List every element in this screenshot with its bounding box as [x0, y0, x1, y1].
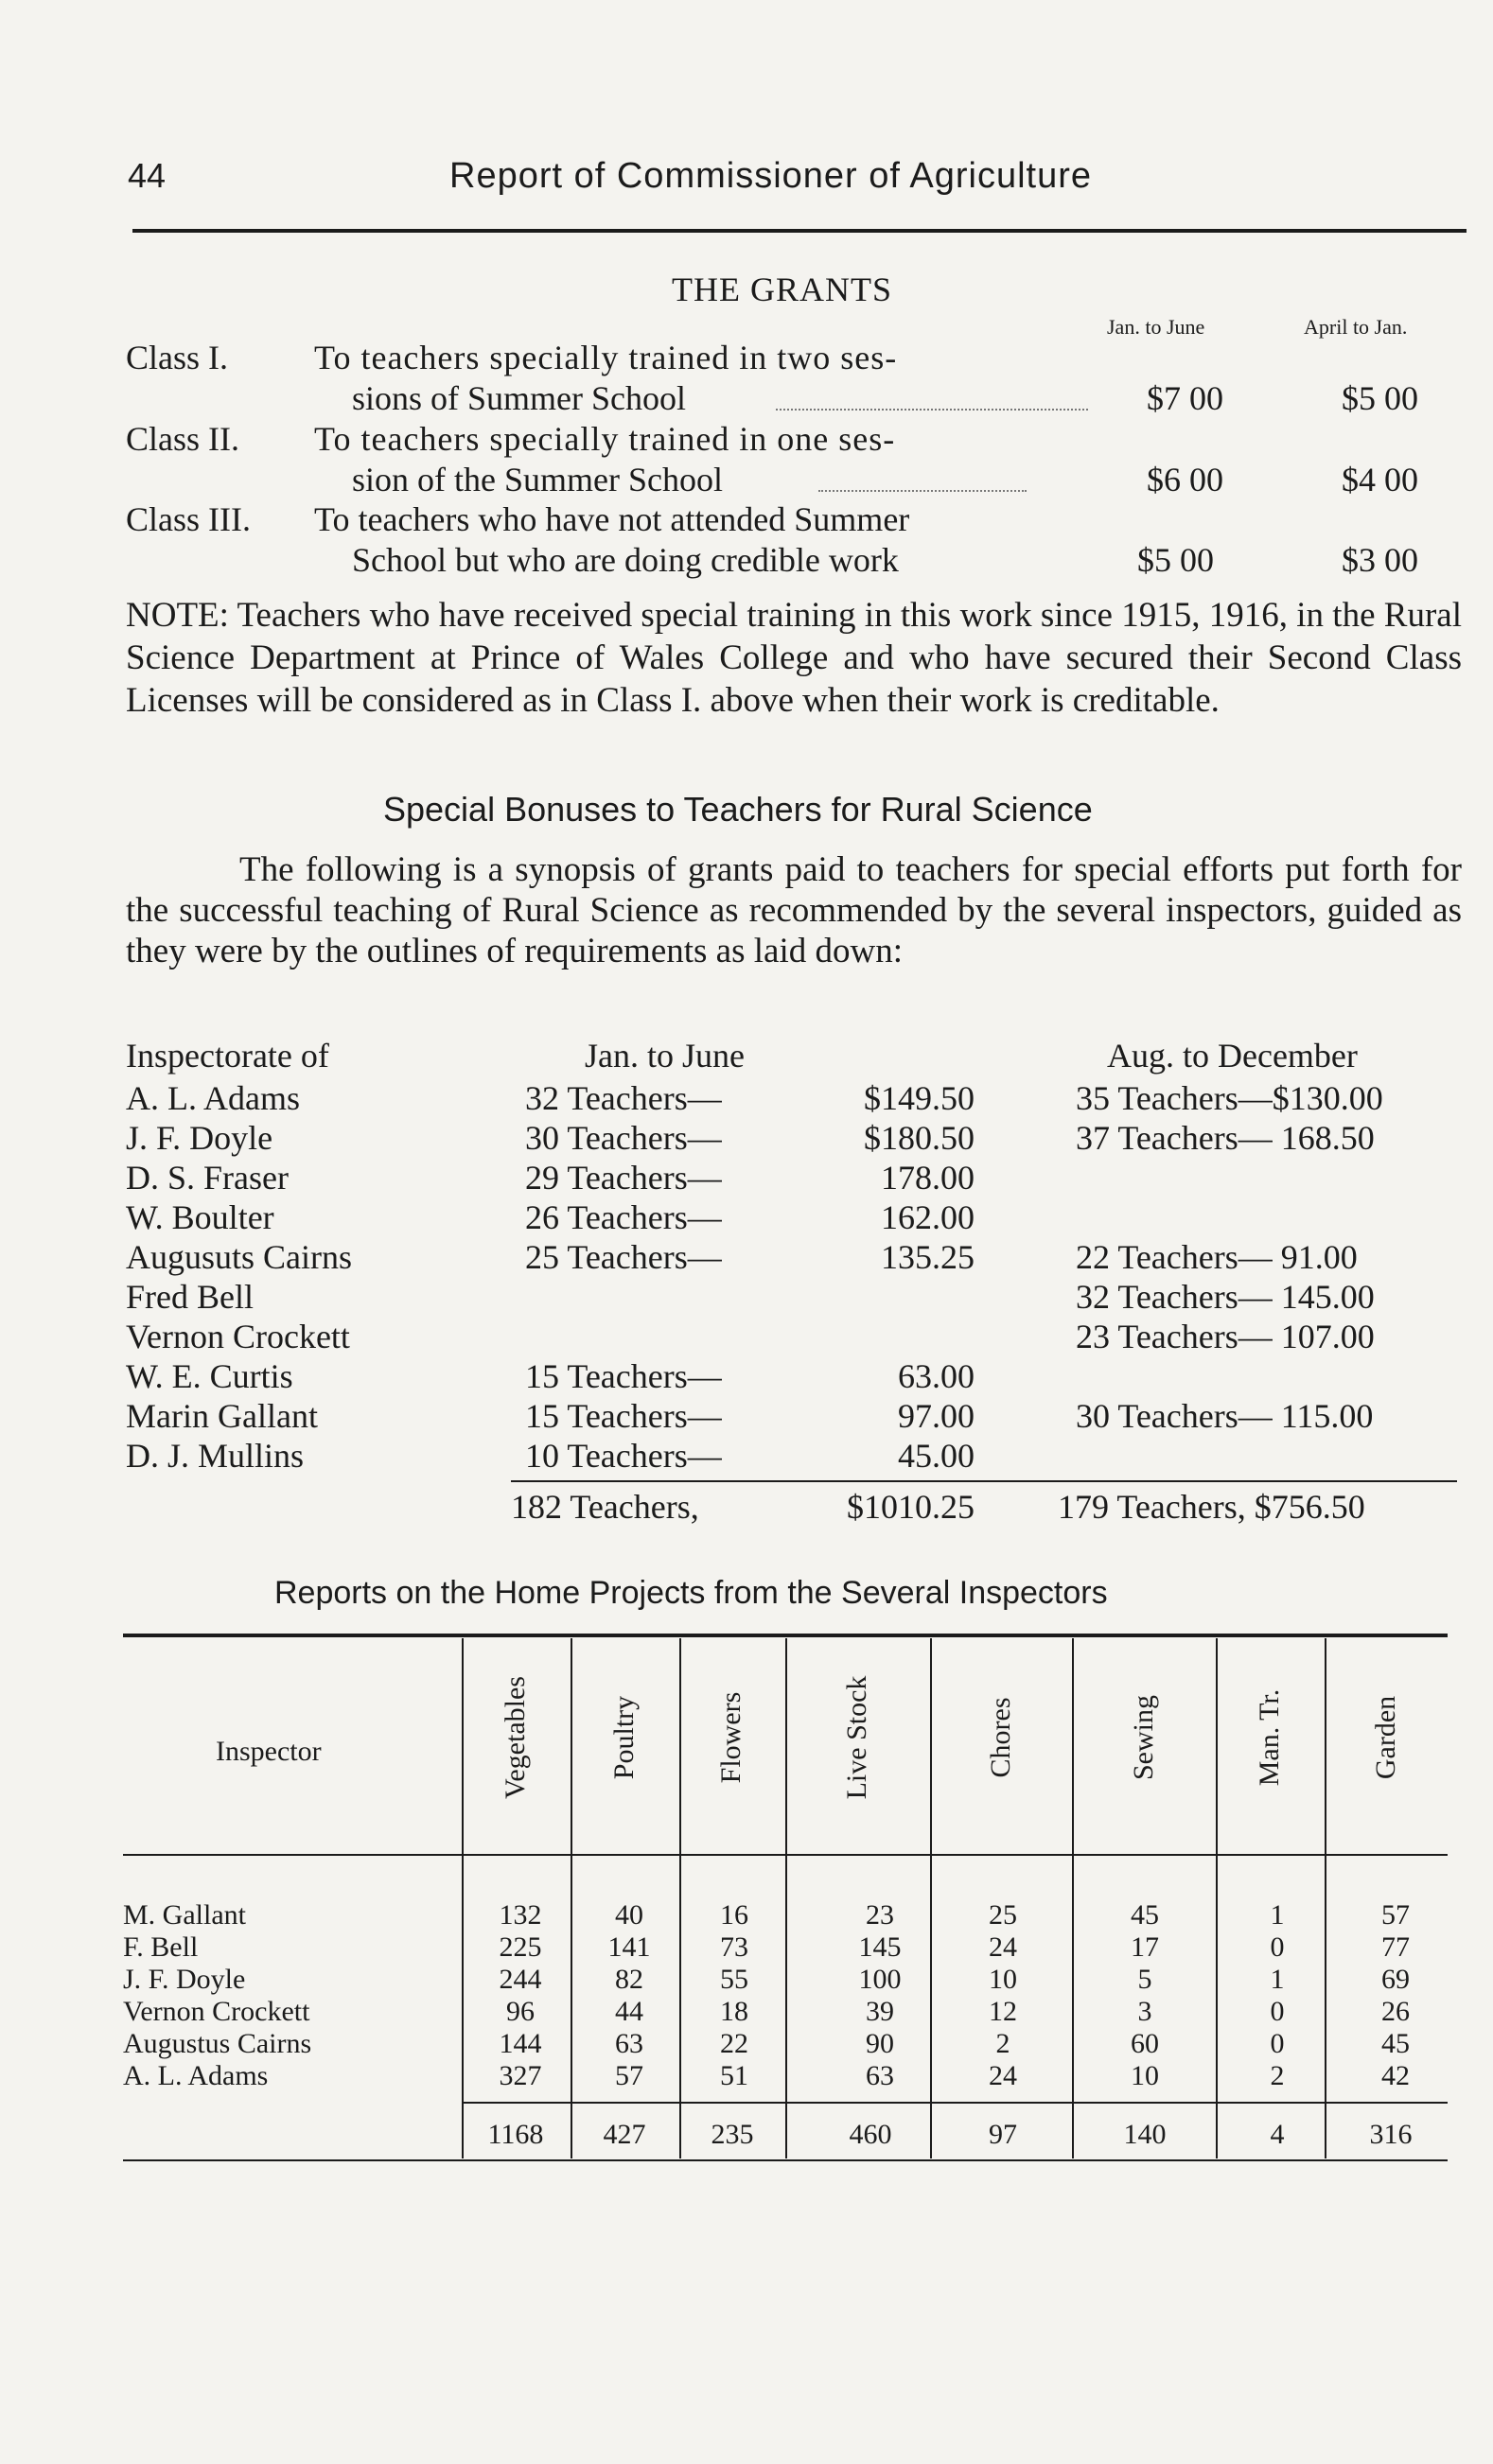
inspector-name: W. E. Curtis [126, 1357, 293, 1395]
cell-chores: 25 [989, 1899, 1017, 1931]
leader-dots [818, 490, 1027, 492]
cell-man-tr: 0 [1270, 1996, 1285, 2027]
grant-value-apr: $3 00 [1342, 541, 1418, 579]
grant-class: Class III. [126, 500, 251, 538]
cell-flowers: 22 [720, 2028, 748, 2059]
jan-teachers: 15 Teachers— [525, 1397, 722, 1435]
total-chores: 97 [989, 2119, 1017, 2150]
inspector-name: Marin Gallant [126, 1397, 318, 1435]
cell-flowers: 73 [720, 1931, 748, 1963]
col-head-sewing: Sewing [1128, 1695, 1159, 1780]
cell-poultry: 57 [615, 2060, 643, 2091]
cell-garden: 26 [1381, 1996, 1410, 2027]
jan-amount: $149.50 [864, 1079, 975, 1117]
cell-vegetables: 327 [499, 2060, 542, 2091]
projects-top-rule [123, 1634, 1448, 1637]
grant-value-jan: $5 00 [1137, 541, 1214, 579]
col-head-garden: Garden [1370, 1695, 1401, 1780]
cell-poultry: 40 [615, 1899, 643, 1931]
cell-garden: 69 [1381, 1964, 1410, 1995]
total-poultry: 427 [603, 2119, 646, 2150]
grant-value-apr: $4 00 [1342, 461, 1418, 498]
header-rule [132, 229, 1467, 233]
inspector-name: D. S. Fraser [126, 1159, 289, 1197]
col-divider [1216, 1638, 1218, 2158]
col-divider [1072, 1638, 1074, 2158]
row-inspector-name: F. Bell [123, 1931, 199, 1963]
grant-value-jan: $6 00 [1147, 461, 1223, 498]
cell-man-tr: 2 [1270, 2060, 1285, 2091]
row-inspector-name: Augustus Cairns [123, 2028, 312, 2059]
col-head-flowers: Flowers [715, 1691, 746, 1784]
col-divider [930, 1638, 932, 2158]
cell-sewing: 60 [1131, 2028, 1159, 2059]
row-inspector-name: A. L. Adams [123, 2060, 269, 2091]
jan-teachers: 10 Teachers— [525, 1437, 722, 1475]
col-head-vegetables: Vegetables [500, 1676, 531, 1799]
jan-teachers: 26 Teachers— [525, 1198, 722, 1236]
cell-vegetables: 244 [499, 1964, 542, 1995]
row-inspector-name: Vernon Crockett [123, 1996, 310, 2027]
inspector-col-head: Inspector [216, 1736, 322, 1767]
col-head-jan-june: Jan. to June [585, 1037, 745, 1075]
jan-amount: 97.00 [898, 1397, 975, 1435]
page-number: 44 [128, 156, 167, 195]
grant-desc-line2: School but who are doing credible work [352, 541, 899, 579]
cell-sewing: 10 [1131, 2060, 1159, 2091]
grant-class: Class I. [126, 339, 228, 376]
grant-value-apr: $5 00 [1342, 379, 1418, 417]
grant-value-jan: $7 00 [1147, 379, 1223, 417]
cell-chores: 12 [989, 1996, 1017, 2027]
grants-col1-head: Jan. to June [1107, 315, 1205, 339]
total-garden: 316 [1369, 2119, 1413, 2150]
cell-man-tr: 0 [1270, 2028, 1285, 2059]
cell-man-tr: 0 [1270, 1931, 1285, 1963]
col-head-chores: Chores [985, 1697, 1016, 1778]
col-divider [785, 1638, 787, 2158]
cell-garden: 57 [1381, 1899, 1410, 1931]
cell-flowers: 16 [720, 1899, 748, 1931]
jan-teachers: 29 Teachers— [525, 1159, 722, 1197]
cell-chores: 24 [989, 2060, 1017, 2091]
cell-poultry: 63 [615, 2028, 643, 2059]
col-divider [462, 1638, 464, 2158]
cell-chores: 2 [995, 2028, 1010, 2059]
inspector-name: Fred Bell [126, 1278, 254, 1316]
jan-amount: 63.00 [898, 1357, 975, 1395]
grants-col2-head: April to Jan. [1304, 315, 1408, 339]
aug-entry: 37 Teachers— 168.50 [1076, 1119, 1375, 1157]
row-inspector-name: J. F. Doyle [123, 1964, 246, 1995]
aug-entry: 30 Teachers— 115.00 [1076, 1397, 1374, 1435]
cell-flowers: 55 [720, 1964, 748, 1995]
cell-live-stock: 145 [858, 1931, 902, 1963]
grant-class: Class II. [126, 420, 239, 458]
col-head-poultry: Poultry [608, 1695, 640, 1780]
totals-rule [462, 2102, 1448, 2104]
aug-entry: 22 Teachers— 91.00 [1076, 1238, 1358, 1276]
cell-poultry: 141 [607, 1931, 651, 1963]
cell-garden: 77 [1381, 1931, 1410, 1963]
cell-vegetables: 144 [499, 2028, 542, 2059]
jan-teachers: 30 Teachers— [525, 1119, 722, 1157]
col-divider [1325, 1638, 1326, 2158]
col-head-man-tr: Man. Tr. [1254, 1688, 1285, 1787]
inspector-name: A. L. Adams [126, 1079, 300, 1117]
grant-desc-line1: To teachers specially trained in two ses- [314, 339, 898, 376]
total-flowers: 235 [711, 2119, 754, 2150]
cell-sewing: 17 [1131, 1931, 1159, 1963]
projects-bottom-rule [123, 2159, 1448, 2161]
grant-desc-line2: sion of the Summer School [352, 461, 723, 498]
cell-poultry: 82 [615, 1964, 643, 1995]
jan-teachers: 32 Teachers— [525, 1079, 722, 1117]
projects-title: Reports on the Home Projects from the Several Inspectors [274, 1575, 1108, 1611]
jan-amount: $180.50 [864, 1119, 975, 1157]
totals-rule [511, 1480, 1457, 1482]
cell-live-stock: 39 [866, 1996, 894, 2027]
jan-amount: 45.00 [898, 1437, 975, 1475]
col-head-inspectorate: Inspectorate of [126, 1037, 329, 1075]
grant-desc-line2: sions of Summer School [352, 379, 687, 417]
total-jan-teachers: 182 Teachers, [511, 1488, 699, 1526]
cell-vegetables: 96 [506, 1996, 535, 2027]
inspector-name: Vernon Crockett [126, 1318, 350, 1355]
cell-flowers: 18 [720, 1996, 748, 2027]
total-aug: 179 Teachers, $756.50 [1058, 1488, 1365, 1526]
cell-sewing: 5 [1137, 1964, 1152, 1995]
col-divider [571, 1638, 572, 2158]
cell-flowers: 51 [720, 2060, 748, 2091]
cell-live-stock: 23 [866, 1899, 894, 1931]
jan-teachers: 25 Teachers— [525, 1238, 722, 1276]
col-divider [679, 1638, 681, 2158]
cell-chores: 24 [989, 1931, 1017, 1963]
cell-man-tr: 1 [1270, 1899, 1285, 1931]
cell-live-stock: 100 [858, 1964, 902, 1995]
grants-note: NOTE: Teachers who have received special training in this work since 1915, 1916, in the Rural Science Department at Prince of Wales College and who have secured their Second Class Licenses will be considered as in Class I. above when their work is creditable. [126, 596, 1462, 720]
cell-man-tr: 1 [1270, 1964, 1285, 1995]
jan-amount: 135.25 [881, 1238, 975, 1276]
inspector-name: D. J. Mullins [126, 1437, 305, 1475]
running-header [128, 156, 1462, 203]
cell-vegetables: 225 [499, 1931, 542, 1963]
inspector-name: W. Boulter [126, 1198, 274, 1236]
bonuses-title: Special Bonuses to Teachers for Rural Science [383, 790, 1093, 829]
total-vegetables: 1168 [487, 2119, 544, 2150]
cell-live-stock: 90 [866, 2028, 894, 2059]
total-live-stock: 460 [849, 2119, 892, 2150]
cell-poultry: 44 [615, 1996, 643, 2027]
running-title: Report of Commissioner of Agriculture [449, 156, 1093, 196]
aug-entry: 35 Teachers—$130.00 [1076, 1079, 1383, 1117]
cell-chores: 10 [989, 1964, 1017, 1995]
inspector-name: Augusuts Cairns [126, 1238, 353, 1276]
cell-garden: 42 [1381, 2060, 1410, 2091]
total-jan-amount: $1010.25 [847, 1488, 975, 1526]
bonuses-intro: The following is a synopsis of grants paid to teachers for special efforts put forth for the successful teaching of Rural Science as recommended by the several inspectors, guided as they were by the outlines of requirements as laid down: [126, 850, 1462, 970]
total-man-tr: 4 [1270, 2119, 1285, 2150]
jan-teachers: 15 Teachers— [525, 1357, 722, 1395]
col-head-live-stock: Live Stock [841, 1675, 872, 1800]
aug-entry: 23 Teachers— 107.00 [1076, 1318, 1375, 1355]
cell-sewing: 45 [1131, 1899, 1159, 1931]
jan-amount: 178.00 [881, 1159, 975, 1197]
col-head-aug-dec: Aug. to December [1107, 1037, 1358, 1075]
leader-dots [776, 409, 1088, 411]
head-rule [123, 1854, 1448, 1856]
cell-vegetables: 132 [499, 1899, 542, 1931]
row-inspector-name: M. Gallant [123, 1899, 246, 1931]
inspector-name: J. F. Doyle [126, 1119, 273, 1157]
grant-desc-line1: To teachers specially trained in one ses- [314, 420, 896, 458]
cell-garden: 45 [1381, 2028, 1410, 2059]
total-sewing: 140 [1123, 2119, 1167, 2150]
grant-desc-line1: To teachers who have not attended Summer [314, 500, 910, 538]
aug-entry: 32 Teachers— 145.00 [1076, 1278, 1375, 1316]
grants-title: THE GRANTS [672, 271, 892, 308]
cell-live-stock: 63 [866, 2060, 894, 2091]
cell-sewing: 3 [1137, 1996, 1152, 2027]
jan-amount: 162.00 [881, 1198, 975, 1236]
